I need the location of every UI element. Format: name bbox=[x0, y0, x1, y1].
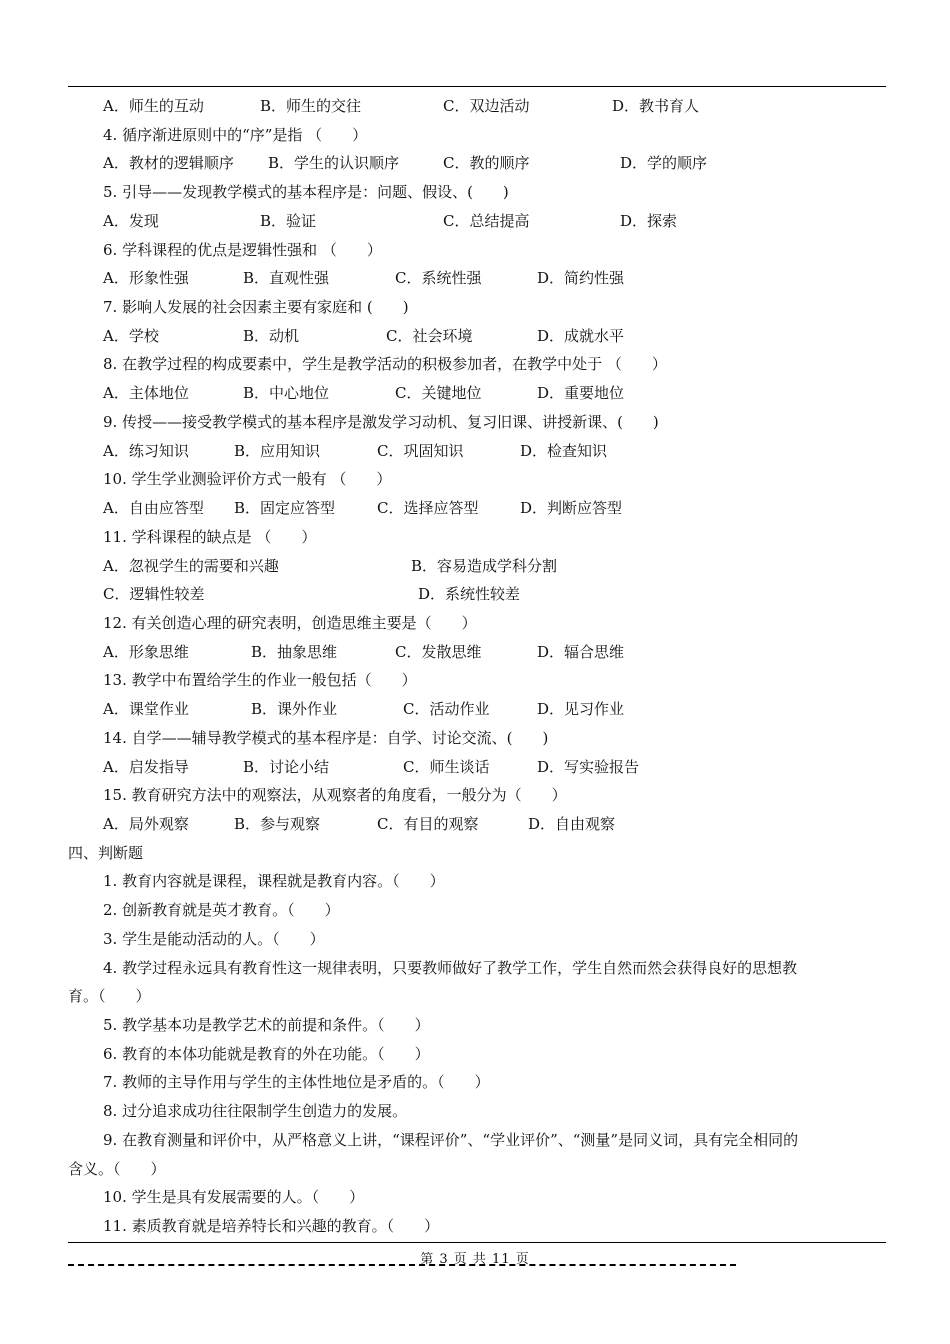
question-line bbox=[0, 666, 950, 695]
options-row bbox=[0, 638, 950, 667]
answer-option: B．学生的认识顺序 bbox=[268, 154, 400, 173]
answer-option: C．总结提高 bbox=[443, 211, 530, 230]
question-line bbox=[0, 121, 950, 150]
options-row bbox=[0, 437, 950, 466]
answer-option: B．验证 bbox=[260, 211, 317, 230]
options-row bbox=[0, 695, 950, 724]
judge-line bbox=[0, 1183, 950, 1212]
question-text: 5. 引导——发现教学模式的基本程序是：问题、假设、( ) bbox=[103, 183, 509, 202]
judgment-item-continuation: 含义。（ ） bbox=[68, 1159, 166, 1178]
options-row bbox=[0, 379, 950, 408]
options-row bbox=[0, 149, 950, 178]
answer-option: D．判断应答型 bbox=[520, 499, 623, 518]
judge-cont-line bbox=[0, 982, 950, 1011]
judge-line bbox=[0, 867, 950, 896]
answer-option: B．师生的交往 bbox=[260, 97, 362, 115]
options-row bbox=[0, 264, 950, 293]
judge-line bbox=[0, 954, 950, 983]
answer-option: D．重要地位 bbox=[537, 384, 625, 403]
answer-option: B．课外作业 bbox=[251, 700, 338, 719]
answer-option: A．学校 bbox=[103, 326, 159, 345]
judge-line bbox=[0, 1068, 950, 1097]
answer-option: C．活动作业 bbox=[403, 700, 490, 719]
question-text: 12. 有关创造心理的研究表明，创造思维主要是（ ） bbox=[103, 613, 477, 632]
answer-option: A．启发指导 bbox=[103, 757, 189, 776]
answer-option: D．探索 bbox=[620, 211, 678, 230]
answer-option: C．教的顺序 bbox=[443, 154, 530, 173]
judge-line bbox=[0, 1212, 950, 1241]
answer-option: C．有目的观察 bbox=[377, 814, 479, 833]
judgment-item: 7. 教师的主导作用与学生的主体性地位是矛盾的。（ ） bbox=[103, 1073, 490, 1092]
question-line bbox=[0, 236, 950, 265]
answer-option: B．直观性强 bbox=[243, 269, 330, 288]
question-line bbox=[0, 350, 950, 379]
answer-option: A．发现 bbox=[103, 211, 159, 230]
question-text: 13. 教学中布置给学生的作业一般包括（ ） bbox=[103, 671, 417, 690]
answer-option: C．社会环境 bbox=[386, 326, 473, 345]
answer-option: A．课堂作业 bbox=[103, 700, 189, 719]
question-line bbox=[0, 523, 950, 552]
answer-option: A．主体地位 bbox=[103, 384, 189, 403]
question-line bbox=[0, 293, 950, 322]
question-text: 4. 循序渐进原则中的“序”是指 （ ） bbox=[103, 125, 368, 144]
judgment-item: 8. 过分追求成功往往限制学生创造力的发展。 bbox=[103, 1102, 408, 1121]
answer-option: A．局外观察 bbox=[103, 814, 189, 833]
answer-option: A．师生的互动 bbox=[103, 97, 204, 115]
question-text: 9. 传授——接受教学模式的基本程序是激发学习动机、复习旧课、讲授新课、( ) bbox=[103, 412, 659, 431]
options-row bbox=[0, 92, 950, 121]
answer-option: D．成就水平 bbox=[537, 326, 625, 345]
options-row bbox=[0, 207, 950, 236]
answer-option: D．检查知识 bbox=[520, 441, 608, 460]
options-row bbox=[0, 580, 950, 609]
answer-option: C．逻辑性较差 bbox=[103, 585, 205, 604]
question-line bbox=[0, 609, 950, 638]
question-text: 6. 学科课程的优点是逻辑性强和 （ ） bbox=[103, 240, 382, 259]
judgment-item: 3. 学生是能动活动的人。（ ） bbox=[103, 929, 325, 948]
answer-option: A．教材的逻辑顺序 bbox=[103, 154, 234, 173]
judge-line bbox=[0, 925, 950, 954]
answer-option: C．师生谈话 bbox=[403, 757, 490, 776]
judge-line bbox=[0, 1097, 950, 1126]
answer-option: C．巩固知识 bbox=[377, 441, 464, 460]
question-line bbox=[0, 781, 950, 810]
options-row bbox=[0, 494, 950, 523]
question-text: 15. 教育研究方法中的观察法，从观察者的角度看，一般分为（ ） bbox=[103, 786, 567, 805]
answer-option: C．系统性强 bbox=[395, 269, 482, 288]
answer-option: B．动机 bbox=[243, 326, 300, 345]
options-row bbox=[0, 810, 950, 839]
options-row bbox=[0, 753, 950, 782]
question-line bbox=[0, 408, 950, 437]
answer-option: D．教书育人 bbox=[612, 97, 700, 115]
answer-option: B．讨论小结 bbox=[243, 757, 330, 776]
cut-line bbox=[68, 1264, 736, 1266]
judge-line bbox=[0, 896, 950, 925]
answer-option: B．抽象思维 bbox=[251, 642, 338, 661]
answer-option: A．形象性强 bbox=[103, 269, 189, 288]
answer-option: D．写实验报告 bbox=[537, 757, 640, 776]
question-text: 14. 自学——辅导教学模式的基本程序是：自学、讨论交流、( ) bbox=[103, 728, 549, 747]
judgment-item-continuation: 育。（ ） bbox=[68, 987, 151, 1006]
judge-line bbox=[0, 1011, 950, 1040]
answer-option: D．系统性较差 bbox=[418, 585, 521, 604]
judge-line bbox=[0, 1126, 950, 1155]
judge-line bbox=[0, 1040, 950, 1069]
question-text: 11. 学科课程的缺点是 （ ） bbox=[103, 527, 317, 546]
question-text: 7. 影响人发展的社会因素主要有家庭和 ( ) bbox=[103, 298, 409, 317]
answer-option: D．自由观察 bbox=[528, 814, 616, 833]
options-row bbox=[0, 322, 950, 351]
answer-option: D．简约性强 bbox=[537, 269, 625, 288]
answer-option: B．中心地位 bbox=[243, 384, 330, 403]
question-text: 10. 学生学业测验评价方式一般有 （ ） bbox=[103, 470, 392, 489]
answer-option: C．选择应答型 bbox=[377, 499, 479, 518]
answer-option: C．关键地位 bbox=[395, 384, 482, 403]
question-text: 8. 在教学过程的构成要素中，学生是教学活动的积极参加者，在教学中处于 （ ） bbox=[103, 355, 667, 374]
question-line bbox=[0, 178, 950, 207]
answer-option: B．应用知识 bbox=[234, 441, 321, 460]
options-row bbox=[0, 552, 950, 581]
judgment-item: 6. 教育的本体功能就是教育的外在功能。（ ） bbox=[103, 1044, 430, 1063]
question-line bbox=[0, 465, 950, 494]
judgment-item: 4. 教学过程永远具有教育性这一规律表明，只要教师做好了教学工作，学生自然而然会获得良好的思想教 bbox=[103, 958, 798, 977]
judgment-item: 11. 素质教育就是培养特长和兴趣的教育。（ ） bbox=[103, 1217, 440, 1236]
judge-cont-line bbox=[0, 1155, 950, 1184]
answer-option: B．参与观察 bbox=[234, 814, 321, 833]
page-content bbox=[0, 92, 950, 1241]
answer-option: A．练习知识 bbox=[103, 441, 189, 460]
answer-option: D．见习作业 bbox=[537, 700, 625, 719]
page-number: 第 3 页 共 11 页 bbox=[420, 1252, 530, 1267]
answer-option: A．自由应答型 bbox=[103, 499, 204, 518]
answer-option: D．学的顺序 bbox=[620, 154, 708, 173]
answer-option: B．固定应答型 bbox=[234, 499, 336, 518]
judgment-item: 1. 教育内容就是课程，课程就是教育内容。（ ） bbox=[103, 872, 445, 891]
answer-option: C．双边活动 bbox=[443, 97, 530, 115]
section-line bbox=[0, 839, 950, 868]
answer-option: C．发散思维 bbox=[395, 642, 482, 661]
section-heading: 四、判断题 bbox=[68, 843, 144, 862]
question-line bbox=[0, 724, 950, 753]
footer-rule bbox=[68, 1242, 886, 1243]
judgment-item: 5. 教学基本功是教学艺术的前提和条件。（ ） bbox=[103, 1016, 430, 1034]
judgment-item: 9. 在教育测量和评价中，从严格意义上讲，“课程评价”、“学业评价”、“测量”是同义词，具有完全相同的 bbox=[103, 1130, 799, 1149]
header-rule bbox=[68, 86, 886, 87]
answer-option: A．形象思维 bbox=[103, 642, 189, 661]
answer-option: B．容易造成学科分割 bbox=[411, 556, 558, 575]
answer-option: A．忽视学生的需要和兴趣 bbox=[103, 556, 279, 575]
judgment-item: 2. 创新教育就是英才教育。（ ） bbox=[103, 901, 340, 920]
answer-option: D．辐合思维 bbox=[537, 642, 625, 661]
judgment-item: 10. 学生是具有发展需要的人。（ ） bbox=[103, 1188, 365, 1207]
